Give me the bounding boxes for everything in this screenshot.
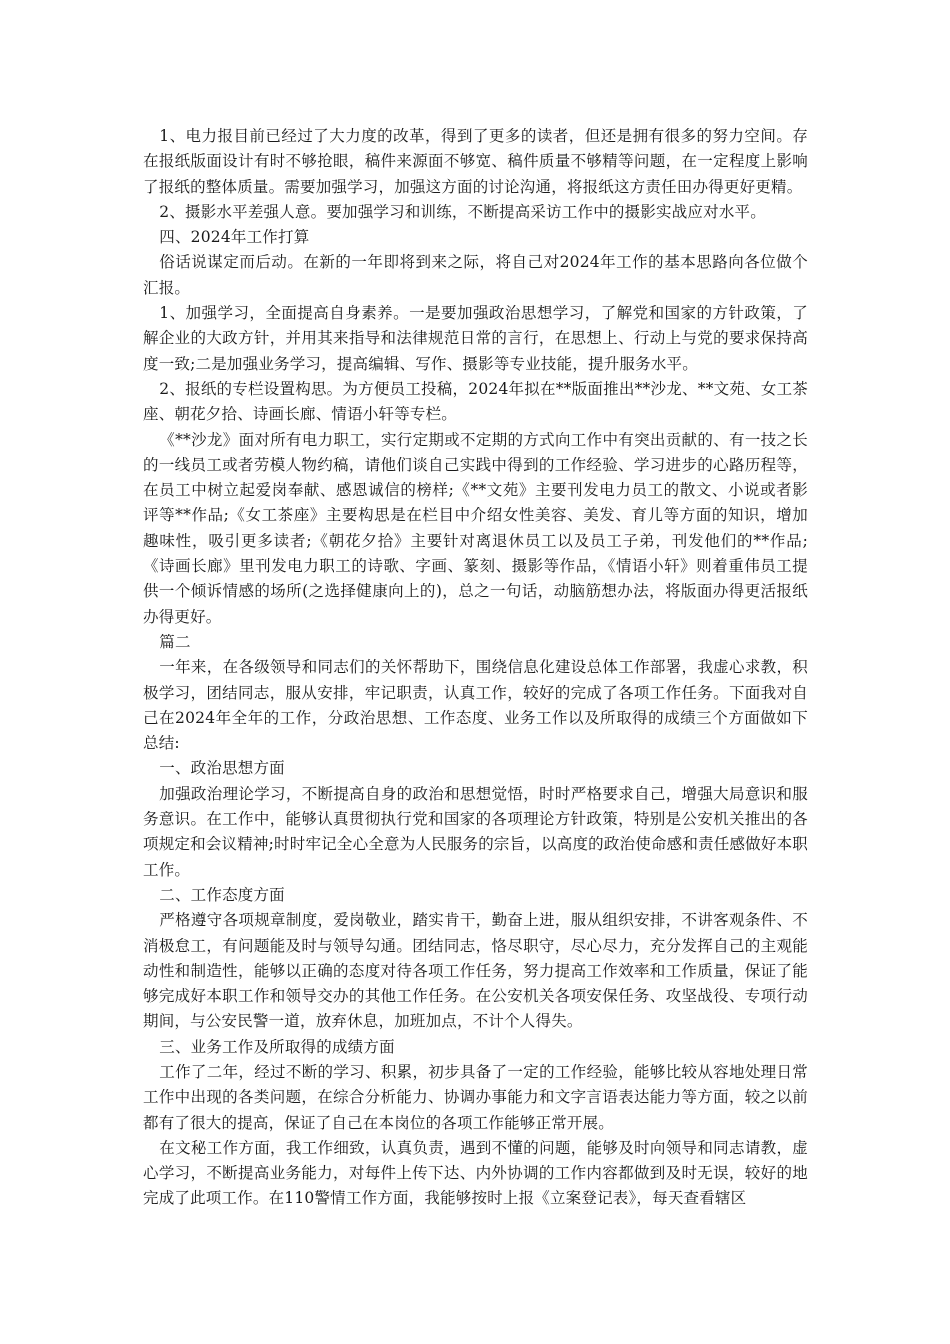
section-heading: 篇二 — [159, 632, 191, 651]
paragraph: 1、电力报目前已经过了大力度的改革，得到了更多的读者，但还是拥有很多的努力空间。存在报纸版面设计有时不够抢眼，稿件来源面不够宽、稿件质量不够精等问题，在一定程度上影响了报纸的整体质量。需要加强学习，加强这方面的讨论沟通，将报纸这方责任田办得更好更精。 — [143, 127, 808, 196]
section-heading: 四、2024年工作打算 — [159, 228, 310, 247]
paragraph: 俗话说谋定而后动。在新的一年即将到来之际，将自己对2024年工作的基本思路向各位做个汇报。 — [143, 253, 808, 297]
paragraph: 在文秘工作方面，我工作细致，认真负责，遇到不懂的问题，能够及时向领导和同志请教，虚心学习，不断提高业务能力，对每件上传下达、内外协调的工作内容都做到及时无误，较好的地完成了此项工作。在110警情工作方面，我能够按时上报《立案登记表》，每天查看辖区 — [143, 1138, 808, 1208]
paragraph: 严格遵守各项规章制度，爱岗敬业，踏实肯干，勤奋上进，服从组织安排，不讲客观条件、不消极怠工，有问题能及时与领导勾通。团结同志，恪尽职守，尽心尽力，充分发挥自己的主观能动性和制造性，能够以正确的态度对待各项工作任务，努力提高工作效率和工作质量，保证了能够完成好本职工作和领导交办的其他工作任务。在公安机关各项安保任务、攻坚战役、专项行动期间，与公安民警一道，放弃休息，加班加点，不计个人得失。 — [143, 911, 808, 1031]
paragraph: 工作了二年，经过不断的学习、积累，初步具备了一定的工作经验，能够比较从容地处理日常工作中出现的各类问题，在综合分析能力、协调办事能力和文字言语表达能力等方面，较之以前都有了很大的提高，保证了自己在本岗位的各项工作能够正常开展。 — [143, 1062, 808, 1132]
section-heading: 一、政治思想方面 — [159, 759, 285, 778]
paragraph: 加强政治理论学习，不断提高自身的政治和思想觉悟，时时严格要求自己，增强大局意识和服务意识。在工作中，能够认真贯彻执行党和国家的各项理论方针政策，特别是公安机关推出的各项规定和会议精神;时时牢记全心全意为人民服务的宗旨，以高度的政治使命感和责任感做好本职工作。 — [143, 784, 808, 879]
paragraph: 《**沙龙》面对所有电力职工，实行定期或不定期的方式向工作中有突出贡献的、有一技之长的一线员工或者劳模人物约稿，请他们谈自己实践中得到的工作经验、学习进步的心路历程等，在员工中树立起爱岗奉献、感恩诚信的榜样;《**文苑》主要刊发电力员工的散文、小说或者影评等**作品;《女工茶座》主要构思是在栏目中介绍女性美容、美发、育儿等方面的知识，增加趣味性，吸引更多读者;《朝花夕拾》主要针对离退休员工以及员工子弟，刊发他们的**作品;《诗画长廊》里刊发电力职工的诗歌、字画、篆刻、摄影等作品，《情语小轩》则着重伟员工提供一个倾诉情感的场所(之选择健康向上的)，总之一句话，动脑筋想办法，将版面办得更活报纸办得更好。 — [143, 430, 808, 626]
paragraph: 2、摄影水平差强人意。要加强学习和训练，不断提高采访工作中的摄影实战应对水平。 — [159, 202, 766, 221]
document-body — [143, 124, 808, 1212]
section-heading: 三、业务工作及所取得的成绩方面 — [159, 1037, 395, 1056]
paragraph: 2、报纸的专栏设置构思。为方便员工投稿，2024年拟在**版面推出**沙龙、**文苑、女工茶座、朝花夕拾、诗画长廊、情语小轩等专栏。 — [143, 379, 808, 424]
section-heading: 二、工作态度方面 — [159, 885, 285, 904]
paragraph: 1、加强学习，全面提高自身素养。一是要加强政治思想学习，了解党和国家的方针政策，了解企业的大政方针，并用其来指导和法律规范日常的言行，在思想上、行动上与党的要求保持高度一致;二是加强业务学习，提高编辑、写作、摄影等专业技能，提升服务水平。 — [143, 304, 808, 373]
paragraph: 一年来，在各级领导和同志们的关怀帮助下，围绕信息化建设总体工作部署，我虚心求教，积极学习，团结同志，服从安排，牢记职责，认真工作，较好的完成了各项工作任务。下面我对自己在2024年全年的工作，分政治思想、工作态度、业务工作以及所取得的成绩三个方面做如下总结: — [143, 658, 808, 753]
